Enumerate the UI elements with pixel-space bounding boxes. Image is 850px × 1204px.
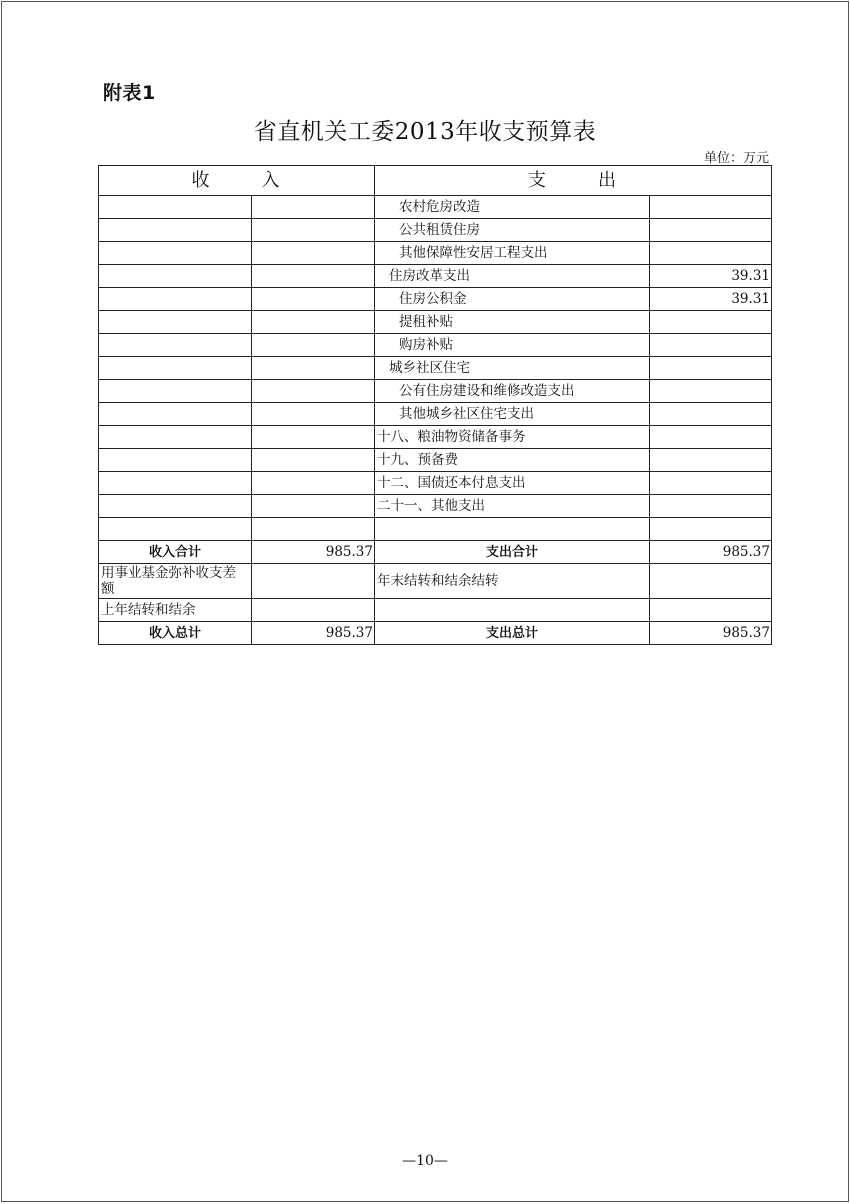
carryover-income-label: 上年结转和结余 bbox=[99, 599, 252, 622]
expense-item-cell: 公有住房建设和维修改造支出 bbox=[375, 380, 650, 403]
document-title: 省直机关工委2013年收支预算表 bbox=[253, 119, 597, 145]
empty-cell bbox=[99, 518, 252, 541]
expense-item-cell: 购房补贴 bbox=[375, 334, 650, 357]
document-page bbox=[1, 1, 849, 1202]
expense-item-cell: 城乡社区住宅 bbox=[375, 357, 650, 380]
table-row bbox=[99, 334, 772, 357]
table-row bbox=[99, 196, 772, 219]
carryover-row bbox=[99, 599, 772, 622]
table-row bbox=[99, 265, 772, 288]
budget-table bbox=[98, 165, 772, 645]
income-amount-cell bbox=[252, 380, 375, 403]
income-header-char-2: 入 bbox=[261, 170, 282, 191]
carryover-expense-amount bbox=[650, 599, 772, 622]
expense-item-cell: 其他城乡社区住宅支出 bbox=[375, 403, 650, 426]
income-total-amount: 985.37 bbox=[252, 622, 375, 645]
table-row bbox=[99, 311, 772, 334]
fund-income-label: 用事业基金弥补收支差额 bbox=[99, 564, 252, 599]
empty-cell bbox=[650, 518, 772, 541]
expense-amount-cell bbox=[650, 380, 772, 403]
table-row bbox=[99, 380, 772, 403]
table-header-row bbox=[99, 166, 772, 196]
income-amount-cell bbox=[252, 265, 375, 288]
expense-item-cell: 公共租赁住房 bbox=[375, 219, 650, 242]
income-subtotal-label: 收入合计 bbox=[99, 541, 252, 564]
income-amount-cell bbox=[252, 196, 375, 219]
table-row-empty bbox=[99, 518, 772, 541]
expense-amount-cell bbox=[650, 219, 772, 242]
expense-amount-cell bbox=[650, 472, 772, 495]
expense-item-cell: 十九、预备费 bbox=[375, 449, 650, 472]
expense-amount-cell bbox=[650, 334, 772, 357]
expense-amount-cell: 39.31 bbox=[650, 288, 772, 311]
table-row bbox=[99, 449, 772, 472]
income-amount-cell bbox=[252, 219, 375, 242]
empty-cell bbox=[375, 518, 650, 541]
income-amount-cell bbox=[252, 288, 375, 311]
income-amount-cell bbox=[252, 403, 375, 426]
table-row bbox=[99, 495, 772, 518]
table-row bbox=[99, 403, 772, 426]
subtotal-row bbox=[99, 541, 772, 564]
expense-amount-cell bbox=[650, 311, 772, 334]
table-row bbox=[99, 219, 772, 242]
income-item-cell bbox=[99, 196, 252, 219]
page-number: —10— bbox=[402, 1153, 448, 1169]
expense-amount-cell bbox=[650, 403, 772, 426]
fund-income-amount bbox=[252, 564, 375, 599]
unit-label: 单位：万元 bbox=[703, 151, 769, 166]
appendix-label: 附表1 bbox=[103, 82, 156, 104]
expense-amount-cell bbox=[650, 426, 772, 449]
table-row bbox=[99, 242, 772, 265]
expense-item-cell: 提租补贴 bbox=[375, 311, 650, 334]
expense-header bbox=[375, 166, 772, 196]
income-amount-cell bbox=[252, 311, 375, 334]
expense-item-cell: 二十一、其他支出 bbox=[375, 495, 650, 518]
income-header-char-1: 收 bbox=[191, 170, 212, 191]
carryover-income-amount bbox=[252, 599, 375, 622]
income-item-cell bbox=[99, 288, 252, 311]
income-amount-cell bbox=[252, 334, 375, 357]
expense-header-char-2: 出 bbox=[598, 170, 618, 191]
income-amount-cell bbox=[252, 495, 375, 518]
expense-item-cell: 住房公积金 bbox=[375, 288, 650, 311]
income-item-cell bbox=[99, 265, 252, 288]
income-item-cell bbox=[99, 242, 252, 265]
fund-expense-label: 年末结转和结余结转 bbox=[375, 564, 650, 599]
expense-subtotal-amount: 985.37 bbox=[650, 541, 772, 564]
income-item-cell bbox=[99, 380, 252, 403]
income-amount-cell bbox=[252, 242, 375, 265]
expense-item-cell: 住房改革支出 bbox=[375, 265, 650, 288]
income-item-cell bbox=[99, 311, 252, 334]
expense-total-amount: 985.37 bbox=[650, 622, 772, 645]
income-item-cell bbox=[99, 334, 252, 357]
expense-amount-cell bbox=[650, 196, 772, 219]
income-amount-cell bbox=[252, 357, 375, 380]
expense-item-cell: 十八、粮油物资储备事务 bbox=[375, 426, 650, 449]
expense-amount-cell bbox=[650, 242, 772, 265]
expense-amount-cell bbox=[650, 449, 772, 472]
income-item-cell bbox=[99, 357, 252, 380]
income-header bbox=[99, 166, 375, 196]
income-item-cell bbox=[99, 219, 252, 242]
income-total-label: 收入总计 bbox=[99, 622, 252, 645]
fund-expense-amount bbox=[650, 564, 772, 599]
income-item-cell bbox=[99, 495, 252, 518]
expense-total-label: 支出总计 bbox=[375, 622, 650, 645]
table-row bbox=[99, 357, 772, 380]
income-subtotal-amount: 985.37 bbox=[252, 541, 375, 564]
expense-amount-cell bbox=[650, 495, 772, 518]
table-row bbox=[99, 288, 772, 311]
empty-cell bbox=[252, 518, 375, 541]
carryover-expense-label bbox=[375, 599, 650, 622]
expense-item-cell: 十二、国债还本付息支出 bbox=[375, 472, 650, 495]
income-item-cell bbox=[99, 472, 252, 495]
expense-amount-cell: 39.31 bbox=[650, 265, 772, 288]
income-item-cell bbox=[99, 449, 252, 472]
table-row bbox=[99, 472, 772, 495]
fund-row bbox=[99, 564, 772, 599]
expense-item-cell: 农村危房改造 bbox=[375, 196, 650, 219]
expense-amount-cell bbox=[650, 357, 772, 380]
income-amount-cell bbox=[252, 449, 375, 472]
income-amount-cell bbox=[252, 472, 375, 495]
expense-item-cell: 其他保障性安居工程支出 bbox=[375, 242, 650, 265]
income-item-cell bbox=[99, 426, 252, 449]
expense-header-char-1: 支 bbox=[528, 170, 548, 191]
expense-subtotal-label: 支出合计 bbox=[375, 541, 650, 564]
total-row bbox=[99, 622, 772, 645]
table-row bbox=[99, 426, 772, 449]
income-amount-cell bbox=[252, 426, 375, 449]
income-item-cell bbox=[99, 403, 252, 426]
